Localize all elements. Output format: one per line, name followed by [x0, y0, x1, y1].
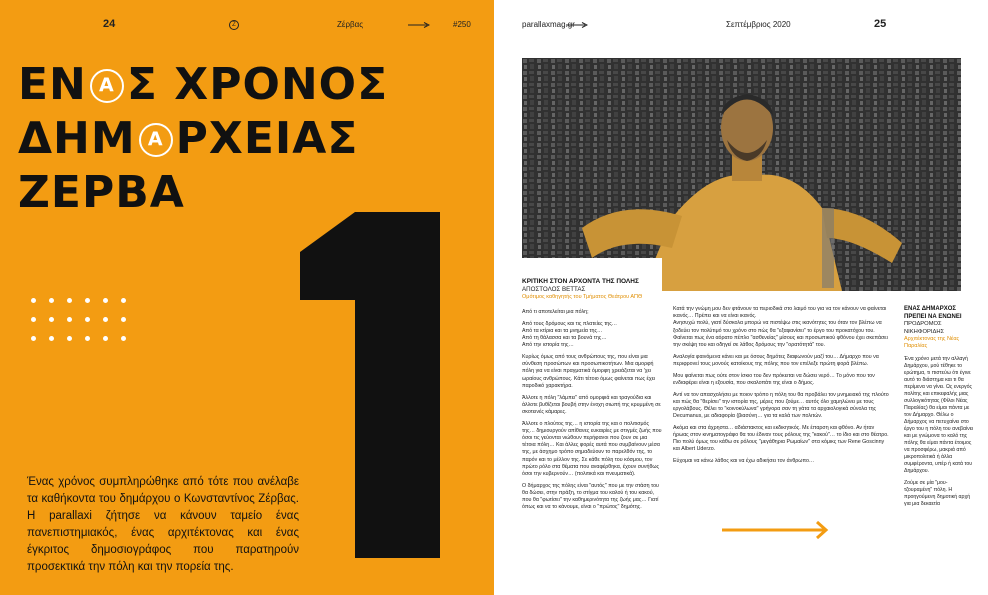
paragraph: Από τι αποτελείται μια πόλη; [522, 309, 589, 315]
page-title [18, 58, 388, 220]
page-number-left: 24 [103, 18, 116, 30]
article-1-column [522, 278, 662, 516]
article-1-author: ΑΠΟΣΤΟΛΟΣ ΒΕΤΤΑΣ [522, 286, 586, 293]
title-part: ΖΕΡΒΑ [18, 167, 185, 218]
title-part: ΔΗΜ [18, 113, 136, 164]
paragraph: Ένα χρόνο μετά την αλλαγή Δημάρχου, μού τέθηκε το ερώτημα, τι πιστεύω ότι έγινε αυτό το διάστημα και τι θα περίμενα να γίνει. Ως ενεργός πολίτης και επικεφαλής μιας συλλογικότητας (Φίλοι Νέας Παραλίας) θα είμαι πάντα με τον Δήμαρχο. Θέλω ο Δήμαρχος να πετυχαίνει στο έργο του η πόλη του ανεβαίνει και με γνώμονα το καλό της πόλης θα είμαι πάντα έτοιμος να προσφέρω, μακριά από μικροπολιτικά ή άλλα συμφέροντα, υπέρ ή κατά του Δημάρχου. [904, 356, 974, 474]
portrait-photo [522, 58, 961, 291]
section-label: Ζέρβας [337, 20, 364, 29]
arrow-right-icon [408, 22, 430, 28]
numeral-one-graphic [300, 212, 440, 558]
paragraph: Άλλοτε η πόλη "λάμπει" από ομορφιά και τραγούδια και άλλοτε βυθίζεται βουβή στην ένοχη σιωπή της κρυμμένη σε σκοτεινές κάμαρες. [522, 394, 661, 415]
paragraph: Αντί να τον απασχολήσει με ποιον τρόπο η πόλη του θα προβάλει τον μνημειακό της πλούτο και πώς θα "θερίσει" την ιστορία της, μέρες που ζούμε… αυτός όλο χαμηλώνει με τους εργολάβους. Θέλει το "κοινοκύλωνα" γρήγορα σαν τη γάτα τα αρχαιολογικά σύνολα της Decumanus, με αδιαφορία (βιασύνη… για τα καλά των πολιτών. [673, 391, 889, 420]
title-part: ΕΝ [18, 59, 87, 110]
page-number-right: 25 [874, 18, 887, 30]
paragraph: Ακόμα και στα άχρηστα… αδιάστακτος και εκδικητικός. Με έπαρση και φθόνο. Αν ήταν ήρωας στον κινηματογράφο θα του έδιναν τους ρόλους της "κακού"… το ίδιο και στο θέατρο. Πιο πολύ όμως του κάθω σε ρόλους "μεγάθηρια Ρωμαίων" στα κόμικς των Rene Goscinny και Albert Uderzo. [673, 424, 889, 453]
title-part: ΡΧΕΙΑΣ [175, 113, 359, 164]
article-1-continued-column [673, 306, 891, 470]
issue-number: #250 [453, 20, 471, 29]
paragraph: Κυρίως όμως από τους ανθρώπους της, που είναι μια σύνθεση προσώπων και προσωπικοτήτων. Μια αμορφή πόλη για να είναι πραγματικά όμορφη χρειάζεται να 'χει ωραίους ανθρώπους. Κάτι τέτοιο όμως φαίνεται πως έχει παροδικό χαρακτήρα. [522, 354, 656, 389]
paragraph: Από τους δρόμους και τις πλατείες της… Από τα κτίρια και τα μνημεία της… Από τη θάλασσα και τα βουνά της… Από την ιστορία της… [522, 320, 618, 349]
article-2-role: Αρχιτέκτονας της Νέας Παραλίας [904, 336, 960, 349]
right-page [494, 0, 988, 595]
logo-letter: Z [232, 22, 236, 28]
logo-icon [229, 20, 239, 30]
paragraph: Άλλοτε ο πλούτος της… η ιστορία της και ο πολιτισμός της… δημιουργούν απίθανες ευκαιρίες με στιγμές ζωής που όσοι τις γεύονται νιώθουν περήφανοι που ζουν σε μια τέτοια πόλη… Και άλλες φορές αυτά που συμβαίνουν μέσα της, με άσχημο τρόπο σημαδεύουν το παρελθόν της, το παρόν και το μέλλον της. Σε κάθε πόλη του κόσμου, τον πρώτο ρόλο στα θέματα που αναφέρθηκα, έχουν συνήθως όσοι την κυβερνούν… (πολιτικά και πνευματικά). [522, 420, 662, 478]
circled-a-icon: Α [139, 123, 173, 157]
paragraph: Ο δήμαρχος της πόλης είναι "αυτός" που με την στάση του θα δώσει, στην πράξη, το στίγμα του καλού ή του κακού, που θα "φωτίσει" την καθημερινότητα της ζωής μας… Γιατί όπως και να το κάνουμε, είναι ο "πρώτος" δημότης. [522, 482, 659, 511]
paragraph: Αναλογία φαινόμενα κάνει και με όσους δημότες διαφωνούν μαζί του… Δήμαρχο που να περιφρονεί τους μονούς κατοίκους της πόλης που τον επέλεξε πρώτη φορά βλέπω. [673, 353, 879, 367]
paragraph: Κατά την γνώμη μου δεν φτάνουν τα περιοδικά στο λαιμό του για να τον κάνουν να φαίνεται ικανός… Πρέπει και να είναι ικανός. Ανησυχώ πολύ, γιατί δύσκολα μπορώ να πιστέψω στις ικανότητες του όταν τον βλέπω να ξοδεύει τον πολύτιμό του χρόνο στο πώς θα "εξαφανίσει" το έργο του προκατόχου του. Φαίνεται πως ένα αόρατο πέπλο "ασθενείας" μίσους και προσωπικού φθόνου έχει σκεπάσει την σκέψη του και οδηγεί σε λάθος δρόμους την "ορατότητά" του. [673, 306, 888, 349]
article-2-author: ΠΡΟΔΡΟΜΟΣ ΝΙΚΗΦΟΡΙΔΗΣ [904, 321, 945, 335]
paragraph: Μου φαίνεται πως ούτε στον ίσκιο του δεν πρόκειται να δώσει νερό… Το μόνο που τον ενδιαφέρει είναι η εξουσία, που σκαλοπάτι της είναι ο δήμος. [673, 372, 875, 386]
article-2-column [904, 306, 974, 512]
arrow-right-icon [566, 22, 588, 28]
site-url: parallaxmag.gr [522, 20, 575, 29]
article-1-role: Ομότιμος καθηγητής του Τμήματος Θεάτρου ΑΠΘ [522, 294, 643, 300]
circled-a-icon: Α [90, 69, 124, 103]
article-1-heading: ΚΡΙΤΙΚΗ ΣΤΟΝ ΑΡΧΟΝΤΑ ΤΗΣ ΠΟΛΗΣ [522, 278, 639, 285]
article-2-heading: ΕΝΑΣ ΔΗΜΑΡΧΟΣ ΠΡΕΠΕΙ ΝΑ ΕΝΩΝΕΙ [904, 306, 962, 320]
paragraph: Εύχομαι να κάνω λάθος και να έχω αδικήσει τον άνθρωπο… [673, 458, 815, 465]
continue-arrow-icon [722, 520, 830, 540]
title-part: Σ ΧΡΟΝΟΣ [126, 59, 389, 110]
paragraph: Ζούμε σε μία "μου-τζουραμένη" πόλη. Η προηγούμενη δημοτική αρχή για μια δεκαετία [904, 479, 971, 507]
issue-date: Σεπτέμβριος 2020 [726, 20, 791, 29]
decorative-dots [31, 298, 139, 341]
intro-text: Ένας χρόνος συμπληρώθηκε από τότε που ανέλαβε τα καθήκοντα του δημάρχου ο Κωνσταντίνος Ζέρβας. Η parallaxi ζήτησε να κάνουν ταμείο ένας πανεπιστημιακός, ένας αρχιτέκτονας και ένας έγκριτος δημοσιογράφος που παρατηρούν προσεκτικά την πόλη και την πορεία της. [27, 476, 299, 573]
